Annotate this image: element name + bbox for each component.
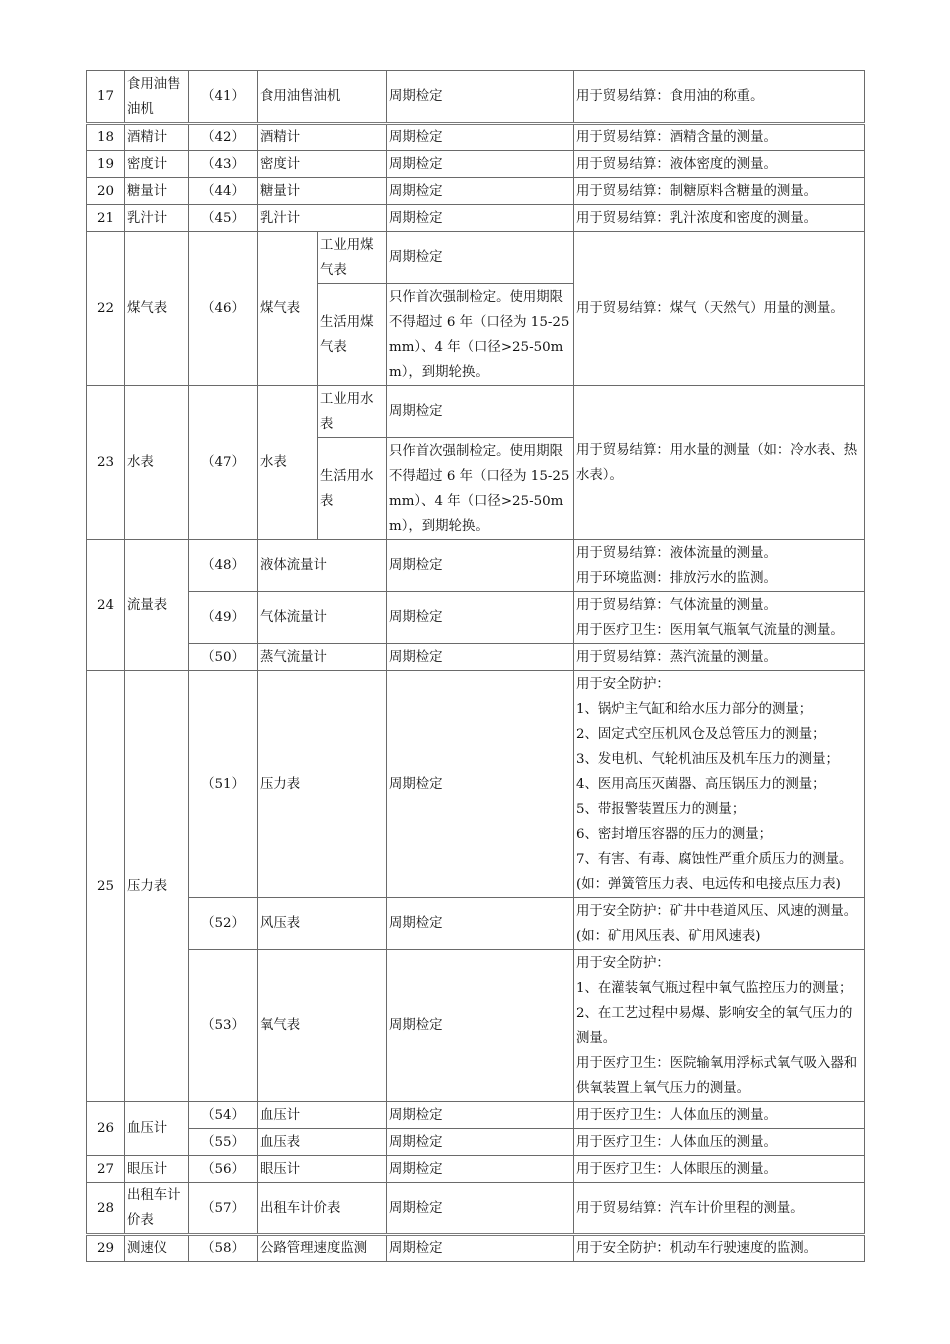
table-row <box>87 592 865 644</box>
code-cell: （45） <box>189 205 258 232</box>
code-cell: （43） <box>189 151 258 178</box>
code-cell: （52） <box>189 898 258 950</box>
subtype-cell: 工业用水表 <box>318 386 387 438</box>
code-cell: （47） <box>189 386 258 540</box>
table-row <box>87 671 865 898</box>
row-number: 23 <box>87 386 125 540</box>
usage-line: 1、在灌装氧气瓶过程中氧气监控压力的测量； <box>576 980 853 996</box>
table-row <box>87 898 865 950</box>
category-cell: 血压计 <box>125 1102 189 1156</box>
usage-cell: 用于贸易结算：液体密度的测量。 <box>574 151 865 178</box>
method-cell: 周期检定 <box>387 1235 574 1262</box>
code-cell: （55） <box>189 1129 258 1156</box>
instrument-name-cell: 水表 <box>258 386 318 540</box>
category-cell: 糖量计 <box>125 178 189 205</box>
method-cell: 周期检定 <box>387 644 574 671</box>
row-number: 18 <box>87 124 125 151</box>
table-row <box>87 644 865 671</box>
usage-line: 用于医疗卫生：医用氧气瓶氧气流量的测量。 <box>576 622 844 638</box>
category-cell: 食用油售油机 <box>125 71 189 124</box>
method-cell: 周期检定 <box>387 1102 574 1129</box>
table-row <box>87 1235 865 1262</box>
instrument-name-cell: 蒸气流量计 <box>258 644 387 671</box>
code-cell: （41） <box>189 71 258 124</box>
code-cell: （57） <box>189 1183 258 1235</box>
instrument-name-cell: 食用油售油机 <box>258 71 387 124</box>
row-number: 24 <box>87 540 125 671</box>
usage-cell: 用于医疗卫生：人体血压的测量。 <box>574 1102 865 1129</box>
instrument-name-cell: 血压表 <box>258 1129 387 1156</box>
category-cell: 酒精计 <box>125 124 189 151</box>
row-number: 27 <box>87 1156 125 1183</box>
instrument-name-cell: 密度计 <box>258 151 387 178</box>
row-number: 28 <box>87 1183 125 1235</box>
category-cell: 测速仪 <box>125 1235 189 1262</box>
usage-cell <box>574 540 865 592</box>
table-row <box>87 232 865 284</box>
category-cell: 压力表 <box>125 671 189 1102</box>
row-number: 17 <box>87 71 125 124</box>
usage-cell: 用于贸易结算：酒精含量的测量。 <box>574 124 865 151</box>
code-cell: （48） <box>189 540 258 592</box>
instrument-name-cell: 液体流量计 <box>258 540 387 592</box>
document-page <box>86 70 864 1262</box>
usage-line: 6、密封增压容器的压力的测量； <box>576 826 772 842</box>
usage-line: 1、锅炉主气缸和给水压力部分的测量； <box>576 701 813 717</box>
code-cell: （54） <box>189 1102 258 1129</box>
instrument-name-cell: 酒精计 <box>258 124 387 151</box>
category-cell: 水表 <box>125 386 189 540</box>
instrument-name-cell: 糖量计 <box>258 178 387 205</box>
usage-cell: 用于贸易结算：乳汁浓度和密度的测量。 <box>574 205 865 232</box>
method-cell: 只作首次强制检定。使用期限不得超过 6 年（口径为 15-25mm）、4 年（口径>25-50mm），到期轮换。 <box>387 284 574 386</box>
code-cell: （49） <box>189 592 258 644</box>
category-cell: 流量表 <box>125 540 189 671</box>
row-number: 29 <box>87 1235 125 1262</box>
usage-cell: 用于贸易结算：用水量的测量（如：冷水表、热水表）。 <box>574 386 865 540</box>
usage-line: 4、医用高压灭菌器、高压锅压力的测量； <box>576 776 826 792</box>
method-cell: 周期检定 <box>387 232 574 284</box>
code-cell: （58） <box>189 1235 258 1262</box>
instrument-name-cell: 煤气表 <box>258 232 318 386</box>
table-row <box>87 1129 865 1156</box>
instrument-name-cell: 风压表 <box>258 898 387 950</box>
usage-cell <box>574 592 865 644</box>
code-cell: （53） <box>189 950 258 1102</box>
usage-cell: 用于贸易结算：汽车计价里程的测量。 <box>574 1183 865 1235</box>
usage-line: 用于安全防护： <box>576 676 670 692</box>
usage-cell <box>574 950 865 1102</box>
row-number: 26 <box>87 1102 125 1156</box>
method-cell: 周期检定 <box>387 1129 574 1156</box>
category-cell: 眼压计 <box>125 1156 189 1183</box>
usage-line: 用于贸易结算：气体流量的测量。 <box>576 597 777 613</box>
instrument-name-cell: 出租车计价表 <box>258 1183 387 1235</box>
table-row <box>87 540 865 592</box>
row-number: 20 <box>87 178 125 205</box>
usage-line: 5、带报警装置压力的测量； <box>576 801 746 817</box>
method-cell: 周期检定 <box>387 151 574 178</box>
subtype-cell: 生活用煤气表 <box>318 284 387 386</box>
instrument-name-cell: 氧气表 <box>258 950 387 1102</box>
method-cell: 周期检定 <box>387 71 574 124</box>
instrument-name-cell: 血压计 <box>258 1102 387 1129</box>
method-cell: 周期检定 <box>387 671 574 898</box>
method-cell: 周期检定 <box>387 178 574 205</box>
method-cell: 周期检定 <box>387 898 574 950</box>
code-cell: （51） <box>189 671 258 898</box>
usage-cell: 用于贸易结算：煤气（天然气）用量的测量。 <box>574 232 865 386</box>
table-row <box>87 1102 865 1129</box>
table-row <box>87 1156 865 1183</box>
table-row <box>87 950 865 1102</box>
usage-cell: 用于安全防护：机动车行驶速度的监测。 <box>574 1235 865 1262</box>
method-cell: 只作首次强制检定。使用期限不得超过 6 年（口径为 15-25mm）、4 年（口径>25-50mm），到期轮换。 <box>387 438 574 540</box>
code-cell: （46） <box>189 232 258 386</box>
row-number: 22 <box>87 232 125 386</box>
table-row <box>87 178 865 205</box>
method-cell: 周期检定 <box>387 592 574 644</box>
usage-cell: 用于贸易结算：食用油的称重。 <box>574 71 865 124</box>
usage-line: 7、有害、有毒、腐蚀性严重介质压力的测量。(如：弹簧管压力表、电远传和电接点压力表) <box>576 851 853 892</box>
row-number: 25 <box>87 671 125 1102</box>
usage-cell: 用于贸易结算：蒸汽流量的测量。 <box>574 644 865 671</box>
instrument-name-cell: 乳汁计 <box>258 205 387 232</box>
category-cell: 煤气表 <box>125 232 189 386</box>
usage-line: 用于医疗卫生：医院输氧用浮标式氧气吸入器和供氧装置上氧气压力的测量。 <box>576 1055 858 1096</box>
table-row <box>87 71 865 124</box>
code-cell: （44） <box>189 178 258 205</box>
method-cell: 周期检定 <box>387 124 574 151</box>
usage-line: 2、在工艺过程中易爆、影响安全的氧气压力的测量。 <box>576 1005 853 1046</box>
method-cell: 周期检定 <box>387 540 574 592</box>
code-cell: （56） <box>189 1156 258 1183</box>
instrument-name-cell: 气体流量计 <box>258 592 387 644</box>
usage-line: 2、固定式空压机风仓及总管压力的测量； <box>576 726 826 742</box>
instrument-name-cell: 眼压计 <box>258 1156 387 1183</box>
method-cell: 周期检定 <box>387 950 574 1102</box>
table-row <box>87 151 865 178</box>
table-row <box>87 1183 865 1235</box>
usage-cell: 用于贸易结算：制糖原料含糖量的测量。 <box>574 178 865 205</box>
usage-line: 3、发电机、气轮机油压及机车压力的测量； <box>576 751 839 767</box>
usage-cell: 用于医疗卫生：人体血压的测量。 <box>574 1129 865 1156</box>
subtype-cell: 生活用水表 <box>318 438 387 540</box>
method-cell: 周期检定 <box>387 1183 574 1235</box>
code-cell: （50） <box>189 644 258 671</box>
table-row <box>87 386 865 438</box>
instrument-name-cell: 压力表 <box>258 671 387 898</box>
category-cell: 出租车计价表 <box>125 1183 189 1235</box>
table-row <box>87 205 865 232</box>
category-cell: 密度计 <box>125 151 189 178</box>
instrument-name-cell: 公路管理速度监测 <box>258 1235 387 1262</box>
category-cell: 乳汁计 <box>125 205 189 232</box>
subtype-cell: 工业用煤气表 <box>318 232 387 284</box>
usage-line: 用于贸易结算：液体流量的测量。 <box>576 545 777 561</box>
row-number: 21 <box>87 205 125 232</box>
method-cell: 周期检定 <box>387 205 574 232</box>
row-number: 19 <box>87 151 125 178</box>
verification-table <box>86 70 865 1262</box>
method-cell: 周期检定 <box>387 1156 574 1183</box>
method-cell: 周期检定 <box>387 386 574 438</box>
usage-cell <box>574 671 865 898</box>
table-row <box>87 124 865 151</box>
usage-line: 用于环境监测：排放污水的监测。 <box>576 570 777 586</box>
usage-cell: 用于安全防护：矿井中巷道风压、风速的测量。(如：矿用风压表、矿用风速表) <box>574 898 865 950</box>
code-cell: （42） <box>189 124 258 151</box>
usage-line: 用于安全防护： <box>576 955 670 971</box>
usage-cell: 用于医疗卫生：人体眼压的测量。 <box>574 1156 865 1183</box>
